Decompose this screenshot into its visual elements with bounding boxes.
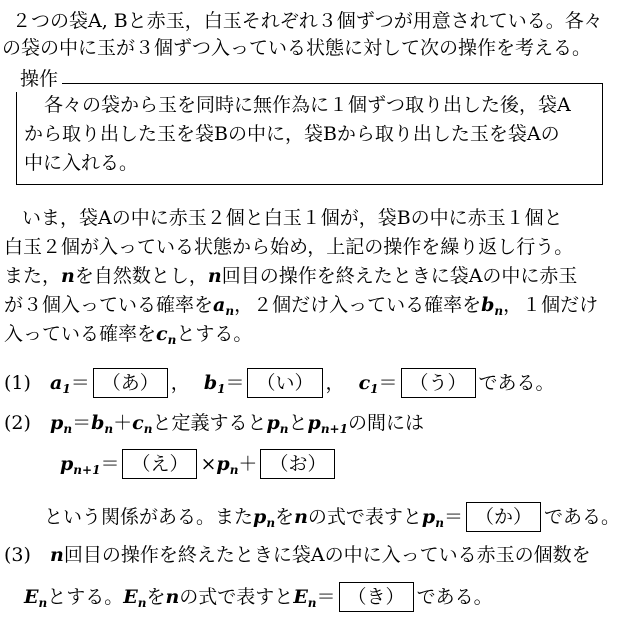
question-3-line-2: $E_n$とする。$E_n$をnの式で表すと$E_n=$ （き） である。 <box>24 582 493 616</box>
answer-box-o[interactable]: （お） <box>260 449 335 479</box>
intro-line-2: の袋の中に玉が３個ずつ入っている状態に対して次の操作を考える。 <box>2 37 592 59</box>
answer-box-u[interactable]: （う） <box>401 368 476 398</box>
setup-line-3: また，nを自然数とし，n回目の操作を終えたときに袋Aの中に赤玉 <box>4 265 578 287</box>
question-2-pn: という関係がある。また$p_n$をnの式で表すと$p_n=$ （か） である。 <box>44 502 620 536</box>
question-2-def: (2) $p_n=b_n+c_n$と定義すると$p_n$と$p_{n+1}$の間には <box>4 412 424 436</box>
answer-box-i[interactable]: （い） <box>247 368 322 398</box>
operation-line-3: 中に入れる。 <box>24 152 139 174</box>
setup-line-1: いま，袋Aの中に赤玉２個と白玉１個が，袋Bの中に赤玉１個と <box>22 207 563 229</box>
answer-box-e[interactable]: （え） <box>122 449 197 479</box>
intro-line-1: ２つの袋A, Bと赤玉，白玉それぞれ３個ずつが用意されている。各々 <box>12 10 603 32</box>
answer-box-ki[interactable]: （き） <box>339 582 414 612</box>
question-3-line-1: (3) n回目の操作を終えたときに袋Aの中に入っている赤玉の個数を <box>4 544 591 566</box>
setup-line-4: が３個入っている確率を$a_n$，２個だけ入っている確率を$b_n$，１個だけ <box>4 294 599 318</box>
answer-box-ka[interactable]: （か） <box>466 502 541 532</box>
operation-label: 操作 <box>16 66 62 92</box>
question-2-relation: $p_{n+1}=$ （え） $\times p_n+$ （お） <box>60 449 338 483</box>
setup-line-2: 白玉２個が入っている状態から始め，上記の操作を繰り返し行う。 <box>4 236 574 258</box>
question-1: (1) $a_1=$ （あ） ， $b_1=$ （い） ， $c_1=$ （う） である。 <box>4 368 555 402</box>
setup-line-5: 入っている確率を$c_n$とする。 <box>4 323 253 347</box>
answer-box-a[interactable]: （あ） <box>93 368 168 398</box>
operation-line-1: 各々の袋から玉を同時に無作為に１個ずつ取り出した後，袋A <box>44 94 571 116</box>
operation-line-2: から取り出した玉を袋Bの中に，袋Bから取り出した玉を袋Aの <box>24 123 560 145</box>
